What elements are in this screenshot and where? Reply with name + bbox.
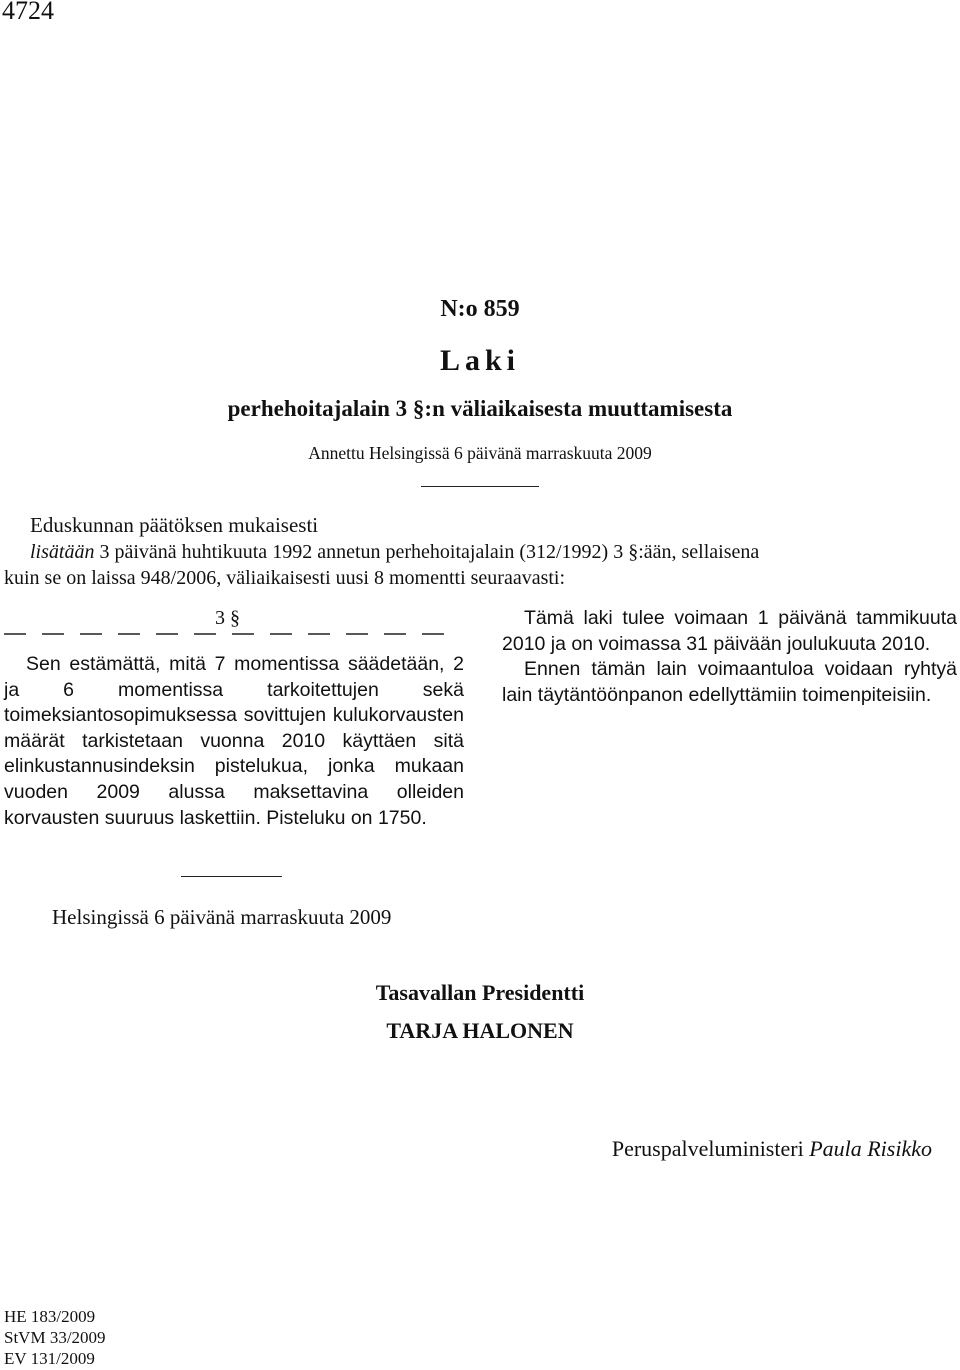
- minister-signature: [612, 1136, 932, 1162]
- issued-line: Annettu Helsingissä 6 päivänä marraskuuta 2009: [308, 443, 652, 463]
- entry-into-force: [502, 606, 957, 708]
- references: [4, 1306, 106, 1369]
- intro-line-2: [30, 538, 759, 566]
- section-paragraph-text: Sen estämättä, mitä 7 momentissa säädetään, 2 ja 6 momentissa tarkoitettujen sekä toimeksiantosopimuksessa sovittujen kulukorvausten määrät tarkistetaan vuonna 2010 käyttäen sitä elinkustannusindeksin pistelukua, jonka mukaan vuoden 2009 alussa maksettavina olleiden korvausten suuruus laskettiin. Pisteluku on 1750.: [4, 653, 464, 829]
- intro-line-2-text: 3 päivänä huhtikuuta 1992 annetun perhehoitajalain (312/1992) 3 §:ään, sellaisena: [94, 541, 760, 563]
- page-number: 4724: [2, 0, 54, 25]
- law-number: N:o 859: [440, 296, 520, 322]
- place-date: Helsingissä 6 päivänä marraskuuta 2009: [52, 905, 392, 929]
- omission-dashes: [4, 626, 464, 640]
- divider: [181, 876, 282, 877]
- reference-item: StVM 33/2009: [4, 1328, 106, 1347]
- entry-into-force-paragraph: Tämä laki tulee voimaan 1 päivänä tammikuuta 2010 ja on voimassa 31 päivään joulukuuta 2010.: [502, 607, 957, 655]
- minister-name: Paula Risikko: [809, 1136, 932, 1161]
- president-name: TARJA HALONEN: [386, 1018, 574, 1043]
- section-paragraph: [4, 652, 464, 831]
- intro-verb: lisätään: [30, 541, 95, 563]
- president-title: Tasavallan Presidentti: [375, 980, 585, 1005]
- law-heading: Laki: [439, 344, 521, 377]
- implementation-paragraph: Ennen tämän lain voimaantuloa voidaan ryhtyä lain täytäntöönpanon edellyttämiin toimenpiteisiin.: [502, 658, 957, 706]
- law-title: perhehoitajalain 3 §:n väliaikaisesta muuttamisesta: [227, 396, 733, 421]
- minister-title: Peruspalveluministeri: [611, 1136, 804, 1161]
- reference-item: EV 131/2009: [4, 1349, 95, 1368]
- divider: [421, 486, 539, 487]
- reference-item: HE 183/2009: [4, 1307, 96, 1326]
- section-label: 3 §: [215, 607, 240, 629]
- intro-line-3: kuin se on laissa 948/2006, väliaikaisesti uusi 8 momentti seuraavasti:: [4, 567, 566, 589]
- intro-line-1: Eduskunnan päätöksen mukaisesti: [30, 513, 319, 537]
